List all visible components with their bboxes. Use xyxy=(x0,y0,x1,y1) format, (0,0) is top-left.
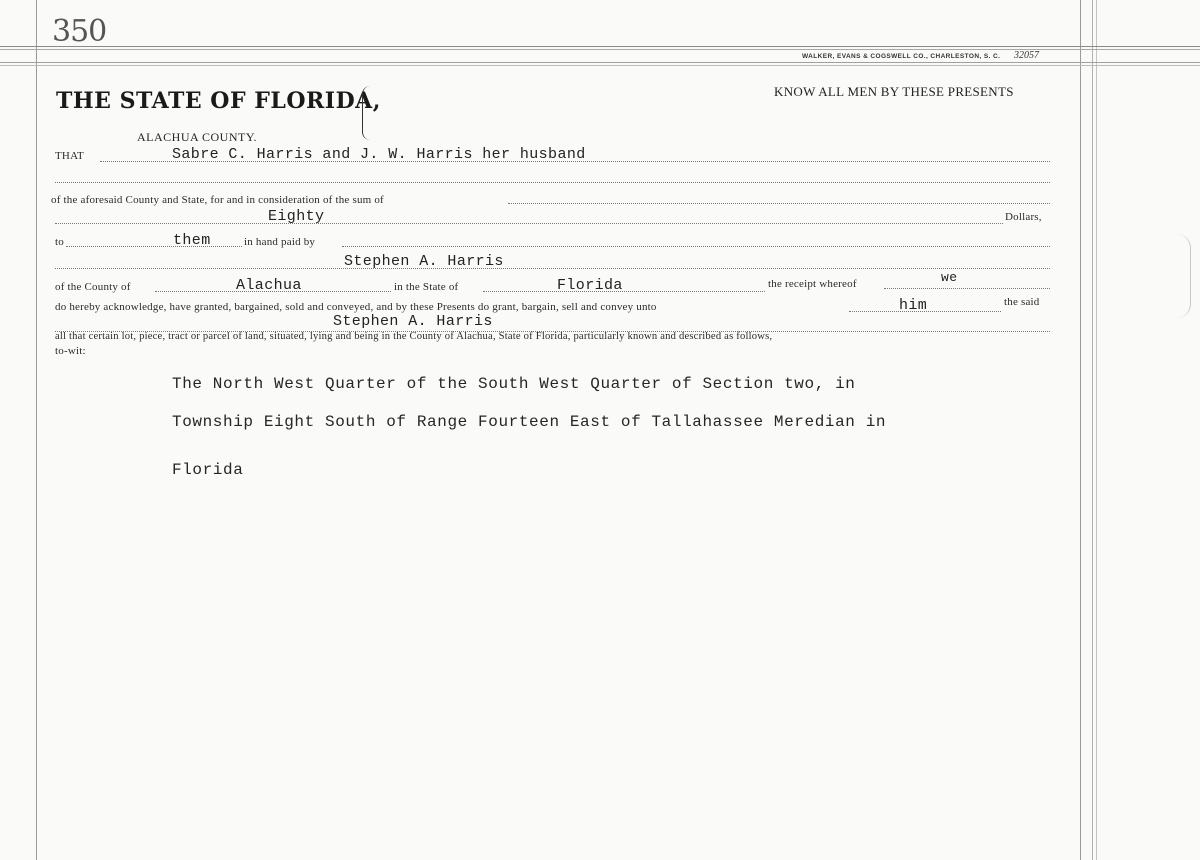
of-the-county-of-label: of the County of xyxy=(55,281,131,293)
left-margin-rule xyxy=(36,0,37,860)
state-value: Florida xyxy=(557,277,623,294)
state-title: THE STATE OF FLORIDA, xyxy=(56,88,381,114)
description-line-1: The North West Quarter of the South West Quarter of Section two, in xyxy=(172,375,856,393)
that-label: THAT xyxy=(55,150,84,162)
description-line-2: Township Eight South of Range Fourteen East of Tallahassee Meredian in xyxy=(172,413,887,431)
to-wit-label: to-wit: xyxy=(55,345,86,357)
top-rule-3 xyxy=(0,62,1200,63)
all-that-certain-label: all that certain lot, piece, tract or parcel of land, situated, lying and being in the County of Alachua, State of Florida, particularly known and described as follows, xyxy=(55,331,773,342)
paid-by-name-line xyxy=(55,268,1050,269)
county-heading: ALACHUA COUNTY. xyxy=(137,130,257,144)
acknowledge-label: do hereby acknowledge, have granted, bargained, sold and conveyed, and by these Presents do grant, bargain, sell and convey unto xyxy=(55,301,657,313)
the-said-name-value: Stephen A. Harris xyxy=(333,313,493,330)
county-value: Alachua xyxy=(236,277,302,294)
page-number: 350 xyxy=(52,14,107,49)
dollars-label: Dollars, xyxy=(1005,211,1042,223)
receipt-by-value: we xyxy=(941,270,958,285)
printer-imprint: WALKER, EVANS & COGSWELL CO., CHARLESTON, S. C. xyxy=(802,53,1001,60)
right-margin-rule xyxy=(1080,0,1081,860)
in-the-state-of-label: in the State of xyxy=(394,281,459,293)
state-line xyxy=(483,291,765,292)
sum-line xyxy=(55,223,1003,224)
receipt-line xyxy=(884,288,1050,289)
description-line-3: Florida xyxy=(172,461,244,479)
aforesaid-label: of the aforesaid County and State, for and in consideration of the sum of xyxy=(51,194,384,206)
grantors-value: Sabre C. Harris and J. W. Harris her husband xyxy=(172,146,586,163)
to-line xyxy=(66,246,242,247)
to-label: to xyxy=(55,236,64,248)
know-all-men-heading: KNOW ALL MEN BY THESE PRESENTS xyxy=(774,84,1014,99)
faint-margin-mark xyxy=(1168,234,1191,318)
heading-brace xyxy=(362,86,375,140)
paid-by-value: Stephen A. Harris xyxy=(344,253,504,270)
receipt-whereof-label: the receipt whereof xyxy=(768,278,857,290)
sum-value: Eighty xyxy=(268,208,325,225)
aforesaid-line xyxy=(508,203,1050,204)
form-number: 32057 xyxy=(1014,50,1039,61)
the-said-label: the said xyxy=(1004,296,1040,308)
top-rule-1 xyxy=(0,46,1200,47)
to-whom-value: them xyxy=(173,232,211,249)
convey-unto-value: him xyxy=(899,297,928,314)
top-rule-4 xyxy=(0,65,1200,66)
right-edge-rule-1 xyxy=(1092,0,1093,860)
in-hand-paid-by-label: in hand paid by xyxy=(244,236,316,248)
paid-by-line xyxy=(342,246,1050,247)
blank-line xyxy=(55,182,1050,183)
right-edge-rule-2 xyxy=(1096,0,1097,860)
